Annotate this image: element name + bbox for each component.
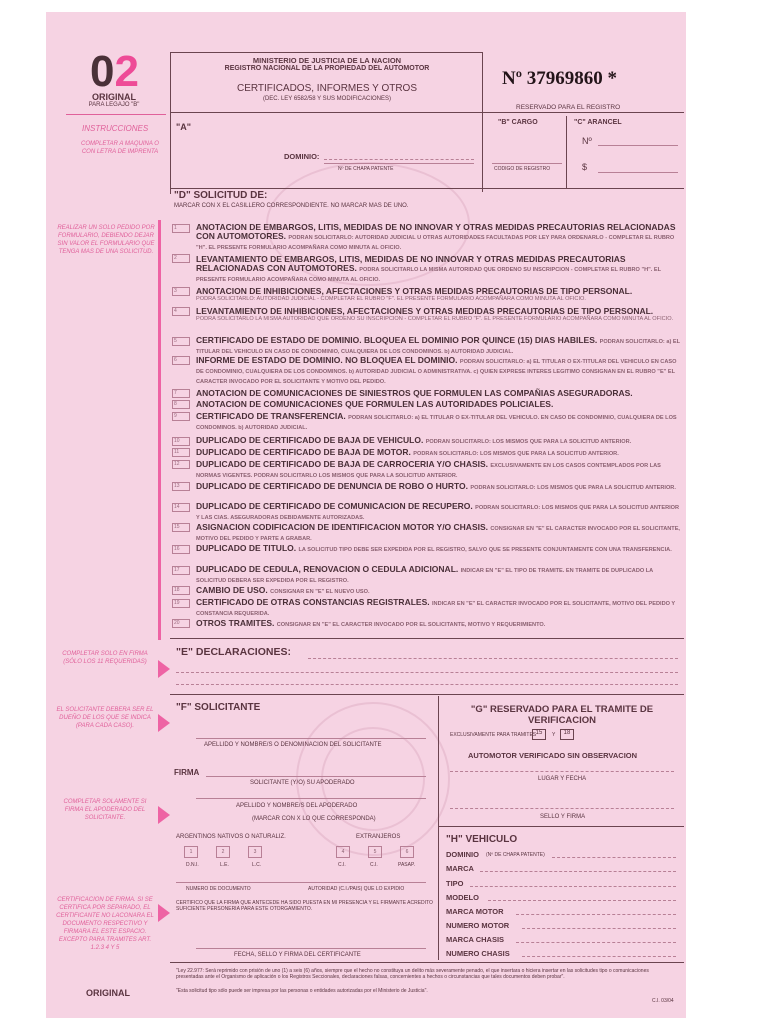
arrow-e-icon (158, 660, 170, 678)
section-e-title: "E" DECLARACIONES: (176, 646, 291, 658)
form-number: Nº 37969860 * (502, 68, 617, 89)
checkbox-11[interactable]: 11 (172, 448, 190, 457)
checkbox-6[interactable]: 6 (172, 356, 190, 365)
apellido-label: APELLIDO Y NOMBRE/S O DENOMINACION DEL SOLICITANTE (204, 742, 382, 748)
ministry-line1: MINISTERIO DE JUSTICIA DE LA NACION (252, 56, 402, 65)
lugar-fecha-label: LUGAR Y FECHA (538, 776, 587, 782)
sello-firma-label: SELLO Y FIRMA (540, 814, 586, 820)
section-d-title: "D" SOLICITUD DE: (174, 190, 268, 201)
checkbox-16[interactable]: 16 (172, 545, 190, 554)
para-legajo-label: PARA LEGAJO "B" (88, 102, 140, 108)
solicitud-item-17: DUPLICADO DE CEDULA, RENOVACION O CEDULA ADICIONAL. INDICAR EN "E" EL TIPO DE TRAMITE. EN TRAMITE DE DUPLICADO LA SOLICITUD DEBERA SER EXPEDIDA POR EL REGISTRO. (196, 564, 654, 584)
arancel-nro: Nº (582, 136, 592, 146)
doc-le-label: L.E. (220, 862, 229, 868)
tramite-15-box: 15 (532, 729, 546, 740)
cert-instruction: CERTIFICACION DE FIRMA. SI SE CERTIFICA POR SEPARADO, EL CERTIFICANTE NO LACONARA EL DOCUMENTO RESPECTIVO Y FIRMARA EL ESTE ESPACIO. EXCEPTO PARA TRAMITES ART. 1.2.3 4 Y 5 (56, 897, 154, 951)
doc-ci1-label: C.I. (338, 862, 346, 868)
solicitud-item-10: DUPLICADO DE CERTIFICADO DE BAJA DE VEHICULO. PODRAN SOLICITARLO: LOS MISMOS QUE PARA LA SOLICITUD ANTERIOR. (196, 435, 632, 445)
form-subtitle: (DEC. LEY 6582/58 Y SUS MODIFICACIONES) (262, 96, 392, 102)
h-field-marca: MARCA (446, 864, 474, 873)
y-label: Y (552, 732, 556, 738)
dominio-label: DOMINIO: (284, 152, 320, 161)
fecha-sello-label: FECHA, SELLO Y FIRMA DEL CERTIFICANTE (234, 952, 361, 958)
checkbox-8[interactable]: 8 (172, 400, 190, 409)
solicitud-item-2: LEVANTAMIENTO DE EMBARGOS, LITIS, MEDIDAS DE NO INNOVAR Y OTRAS MEDIDAS PRECAUTORIAS RELACIONADAS CON AUTOMOTORES. PODRA SOLICITARLO LA MISMA AUTORIDAD QUE ORDENO SU INSCRIPCION - COMPLETAR EL RUBRO "H". EL PRESENTE FORMULARIO ACOMPAÑARA COMO MINUTA AL OFICIO. (196, 254, 661, 283)
form-sheet (46, 12, 686, 1018)
solicitud-item-8: ANOTACION DE COMUNICACIONES QUE FORMULEN LAS AUTORIDADES POLICIALES. (196, 399, 554, 409)
arrow-f2-icon (158, 806, 170, 824)
checkbox-2[interactable]: 2 (172, 254, 190, 263)
form-code: 02 (90, 47, 139, 96)
section-a-label: "A" (176, 122, 192, 132)
h-field-numero-chasis: NUMERO CHASIS (446, 949, 510, 958)
h-field-tipo: TIPO (446, 879, 464, 888)
solicitud-item-1: ANOTACION DE EMBARGOS, LITIS, MEDIDAS DE NO INNOVAR Y OTRAS MEDIDAS PRECAUTORIAS RELACIONADAS CON AUTOMOTORES. PODRAN SOLICITARLO: AUTORIDAD JUDICIAL U OTRAS AUTORIDADES FACULTADAS POR LEY PARA ORDENARLO - COMPLETAR EL RUBRO "H". EL PRESENTE FORMULARIO ACOMPAÑARA COMO MINUTA AL OFICIO. (196, 222, 676, 251)
ministry-line2: REGISTRO NACIONAL DE LA PROPIEDAD DEL AUTOMOTOR (224, 65, 430, 72)
legal-text: "Ley 22.977: Será reprimido con prisión de uno (1) a seis (6) años, siempre que el hecho no constituya un delito más severamente penado, el que insertara o hiciera insertar en las solicitudes tipo o comunicaciones presentadas ante el Organismo de aplicación o los Registros Seccionales, declaraciones falsas, concernientes a hechos o circunstancias que tales documentos deben probar". (176, 968, 649, 980)
doc-dni-label: D.N.I. (186, 862, 199, 868)
solicitud-item-13: DUPLICADO DE CERTIFICADO DE DENUNCIA DE ROBO O HURTO. PODRAN SOLICITARLO: LOS MISMOS QUE PARA LA SOLICITUD ANTERIOR. (196, 481, 676, 491)
solicitud-item-9: CERTIFICADO DE TRANSFERENCIA. PODRAN SOLICITARLO: a) EL TITULAR O EX-TITULAR DEL VEHICULO. EN CASO DE CONDOMINIO, CUALQUIERA DE LOS CONDOMINOS. b) AUTORIDAD JUDICIAL. (196, 411, 677, 431)
reservado-registro: RESERVADO PARA EL REGISTRO (516, 104, 621, 111)
doc-dni-box[interactable]: 1 (184, 846, 198, 858)
doc-pasap-label: PASAP. (398, 862, 416, 868)
firma-label: FIRMA (174, 768, 200, 777)
solicitud-item-15: ASIGNACION CODIFICACION DE IDENTIFICACION MOTOR Y/O CHASIS. CONSIGNAR EN "E" EL CARACTER INVOCADO POR EL SOLICITANTE, MOTIVO DEL PEDIDO Y PARTE A GRABAR. (196, 522, 680, 542)
doc-lc-box[interactable]: 3 (248, 846, 262, 858)
checkbox-20[interactable]: 20 (172, 619, 190, 628)
checkbox-12[interactable]: 12 (172, 460, 190, 469)
marcar-x-label: (MARCAR CON X LO QUE CORRESPONDA) (252, 816, 376, 822)
solicitud-item-20: OTROS TRAMITES. CONSIGNAR EN "E" EL CARACTER INVOCADO POR EL SOLICITANTE, MOTIVO Y REQUERIMIENTO. (196, 618, 546, 628)
h-field-numero-motor: NUMERO MOTOR (446, 921, 510, 930)
h-field-modelo: MODELO (446, 893, 479, 902)
instructions-title: INSTRUCCIONES (82, 124, 149, 133)
checkbox-15[interactable]: 15 (172, 523, 190, 532)
section-b-label: "B" CARGO (498, 119, 538, 126)
chapa-note: Nº DE CHAPA PATENTE (338, 166, 394, 172)
solicitud-item-7: ANOTACION DE COMUNICACIONES DE SINIESTROS QUE FORMULEN LAS COMPAÑIAS ASEGURADORAS. (196, 388, 633, 398)
d-instruction: REALIZAR UN SOLO PEDIDO POR FORMULARIO, DEBIENDO DEJAR SIN VALOR EL FORMULARIO QUE TENGA MAS DE UNA SOLICITUD. (57, 225, 155, 255)
e-instruction: COMPLETAR SOLO EN FIRMA (SÓLO LOS 11 REQUERIDAS) (62, 651, 148, 665)
checkbox-10[interactable]: 10 (172, 437, 190, 446)
solicitud-item-4: LEVANTAMIENTO DE INHIBICIONES, AFECTACIONES Y OTRAS MEDIDAS PRECAUTORIAS DE TIPO PERSONAL. PODRA SOLICITARLO LA MISMA AUTORIDAD QUE ORDENO SU INSCRIPCION - COMPLETAR EL RUBRO "F". EL PRESENTE FORMULARIO ACOMPAÑARA COMO MINUTA AL OFICIO. (196, 306, 674, 322)
checkbox-17[interactable]: 17 (172, 566, 190, 575)
solicitud-item-6: INFORME DE ESTADO DE DOMINIO. NO BLOQUEA EL DOMINIO. PODRAN SOLICITARLO: a) EL TITULAR O EX-TITULAR DEL VEHICULO EN CASO DE CONDOMINIO, CUALQUIERA DE LOS CONDOMINOS. b) AUTORIDAD JUDICIAL O ADMINISTRATIVA. c) QUIEN EXPRESE INTERES LEGITIMO CONSIGNAN EN EL RUBRO "E" EL CARACTER INVOCADO POR EL SOLICITANTE Y MOTIVO DEL PEDIDO. (196, 355, 677, 385)
legal-text-2: "Esta solicitud tipo sólo puede ser impresa por las personas o entidades autorizadas por el Ministerio de Justicia". (176, 988, 428, 994)
doc-pasap-box[interactable]: 6 (400, 846, 414, 858)
doc-ci2-label: C.I. (370, 862, 378, 868)
f2-instruction: COMPLETAR SOLAMENTE SI FIRMA EL APODERADO DEL SOLICITANTE. (63, 799, 147, 821)
section-f-title: "F" SOLICITANTE (176, 702, 261, 713)
verificado-label: AUTOMOTOR VERIFICADO SIN OBSERVACION (468, 751, 638, 760)
h-dominio-label: DOMINIO (446, 850, 479, 859)
argentinos-label: ARGENTINOS NATIVOS O NATURALIZ. (176, 834, 286, 840)
h-dominio-note: (Nº DE CHAPA PATENTE) (486, 852, 545, 858)
checkbox-3[interactable]: 3 (172, 287, 190, 296)
section-d-subtitle: MARCAR CON X EL CASILLERO CORRESPONDIENTE. NO MARCAR MAS DE UNO. (174, 203, 409, 209)
extranjeros-label: EXTRANJEROS (356, 834, 401, 840)
checkbox-13[interactable]: 13 (172, 482, 190, 491)
checkbox-19[interactable]: 19 (172, 599, 190, 608)
apellido-apoderado: APELLIDO Y NOMBRE/S DEL APODERADO (236, 803, 358, 809)
footer-original: ORIGINAL (86, 988, 130, 998)
f-instruction: EL SOLICITANTE DEBERA SER EL DUEÑO DE LOS QUE SE INDICA (PARA CADA CASO). (56, 707, 154, 729)
section-g-title: "G" RESERVADO PARA EL TRAMITE DE VERIFICACION (470, 704, 654, 726)
footer-code: C.I. 03/04 (652, 998, 674, 1004)
certifico-text: CERTIFICO QUE LA FIRMA QUE ANTECEDE HA SIDO PUESTA EN MI PRESENCIA Y EL FIRMANTE ACREDITO SUFICIENTE PERSONERIA PARA ESTE OTORGAMIENTO. (176, 900, 433, 912)
instructions-text: COMPLETAR A MAQUINA O CON LETRA DE IMPRENTA (81, 141, 159, 155)
solicitud-item-11: DUPLICADO DE CERTIFICADO DE BAJA DE MOTOR. PODRAN SOLICITARLO: LOS MISMOS QUE PARA LA SOLICITUD ANTERIOR. (196, 447, 619, 457)
checkbox-4[interactable]: 4 (172, 307, 190, 316)
solicitante-apoderado: SOLICITANTE (Y/O) SU APODERADO (250, 780, 355, 786)
section-c-label: "C" ARANCEL (574, 119, 622, 126)
solicitud-item-18: CAMBIO DE USO. CONSIGNAR EN "E" EL NUEVO USO. (196, 585, 370, 595)
original-label: ORIGINAL (92, 92, 136, 102)
checkbox-7[interactable]: 7 (172, 389, 190, 398)
arrow-f-icon (158, 714, 170, 732)
section-h-title: "H" VEHICULO (446, 834, 518, 845)
solicitud-item-12: DUPLICADO DE CERTIFICADO DE BAJA DE CARROCERIA Y/O CHASIS. EXCLUSIVAMENTE EN LOS CASOS CONTEMPLADOS POR LAS NORMAS VIGENTES. PODRAN SOLICITARLO LOS MISMOS QUE PARA LA SOLICITUD ANTERIOR. (196, 459, 661, 479)
solicitud-item-14: DUPLICADO DE CERTIFICADO DE COMUNICACION DE RECUPERO. PODRAN SOLICITARLO: LOS MISMOS QUE PARA LA SOLICITUD ANTERIOR Y LAS CIAS. ASEGURADORAS DEBIDAMENTE AUTORIZADAS. (196, 501, 680, 521)
form-title: CERTIFICADOS, INFORMES Y OTROS (236, 83, 418, 94)
solicitud-item-16: DUPLICADO DE TITULO. LA SOLICITUD TIPO DEBE SER EXPEDIDA POR EL REGISTRO, SALVO QUE SE PRESENTE CONJUNTAMENTE CON UNA TRANSFERENCIA. (196, 543, 672, 553)
arancel-peso: $ (582, 162, 588, 172)
solicitud-item-3: ANOTACION DE INHIBICIONES, AFECTACIONES Y OTRAS MEDIDAS PRECAUTORIAS DE TIPO PERSONAL. PODRA SOLICITARLO: AUTORIDAD JUDICIAL - COMPLETAR EL RUBRO "F". EL PRESENTE FORMULARIO ACOMPAÑARA COMO MINUTA AL OFICIO. (196, 286, 633, 302)
checkbox-1[interactable]: 1 (172, 224, 190, 233)
h-field-marca-motor: MARCA MOTOR (446, 907, 504, 916)
exclusivamente-label: EXCLUSIVAMENTE PARA TRAMITES (450, 732, 537, 738)
solicitud-item-5: CERTIFICADO DE ESTADO DE DOMINIO. BLOQUEA EL DOMINIO POR QUINCE (15) DIAS HABILES. PODRAN SOLICITARLO: a) EL TITULAR DEL VEHICULO EN CASO DE CONDOMINIO, CUALQUIERA DE LOS CONDOMINOS. b) AUTORIDAD JUDICIAL. (196, 335, 680, 355)
doc-ci2-box[interactable]: 5 (368, 846, 382, 858)
codigo-registro: CODIGO DE REGISTRO (494, 166, 551, 172)
doc-ci1-box[interactable]: 4 (336, 846, 350, 858)
autoridad-label: AUTORIDAD (C.I./PAIS) QUE LO EXPIDIO (308, 886, 405, 892)
h-field-marca-chasis: MARCA CHASIS (446, 935, 505, 944)
numero-documento-label: NUMERO DE DOCUMENTO (186, 886, 251, 892)
doc-lc-label: L.C. (252, 862, 262, 868)
checkbox-9[interactable]: 9 (172, 412, 190, 421)
tramite-18-box: 18 (560, 729, 574, 740)
doc-le-box[interactable]: 2 (216, 846, 230, 858)
checkbox-18[interactable]: 18 (172, 586, 190, 595)
solicitud-item-19: CERTIFICADO DE OTRAS CONSTANCIAS REGISTRALES. INDICAR EN "E" EL CARACTER INVOCADO POR EL SOLICITANTE, MOTIVO DEL PEDIDO Y CONSTANCIA REQUERIDA. (196, 597, 676, 617)
checkbox-5[interactable]: 5 (172, 337, 190, 346)
arrow-cert-icon (158, 904, 170, 922)
checkbox-14[interactable]: 14 (172, 503, 190, 512)
